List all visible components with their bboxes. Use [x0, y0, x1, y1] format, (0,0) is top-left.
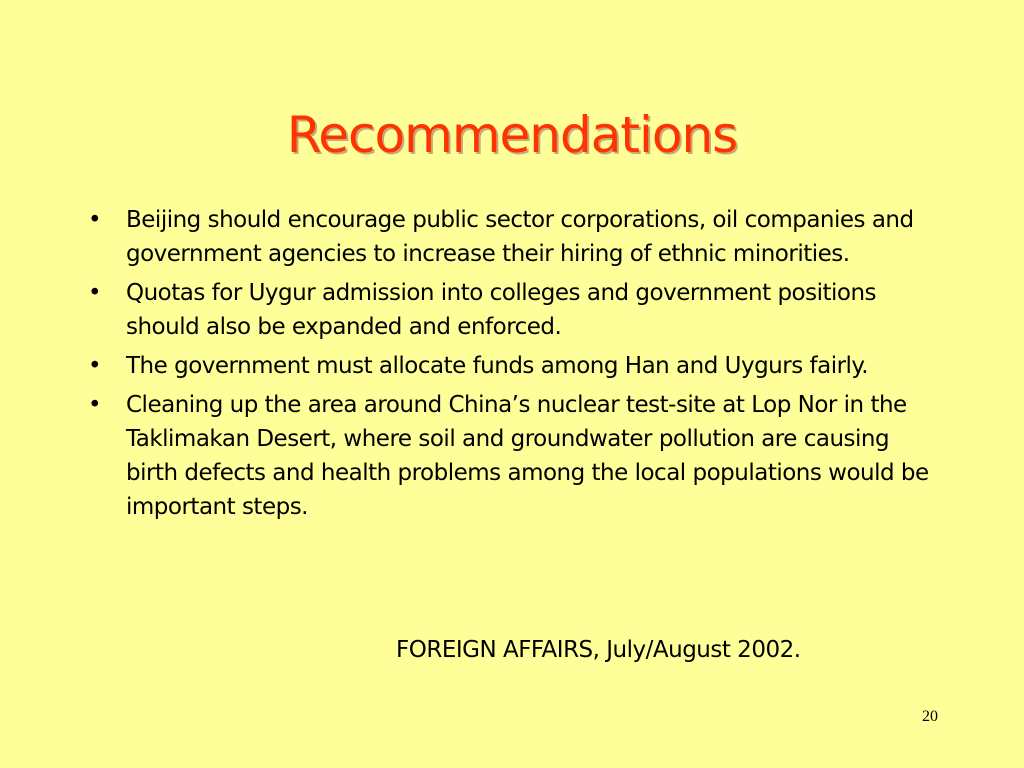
bullet-dot: •: [88, 280, 102, 306]
bullet-item: [84, 203, 944, 271]
slide-title: Recommendations: [286, 106, 738, 164]
source-citation: FOREIGN AFFAIRS, July/August 2002.: [396, 637, 801, 663]
bullet-text: Beijing should encourage public sector corporations, oil companies and government agencies to increase their hiring of ethnic minorities.: [126, 207, 914, 267]
bullet-text: Quotas for Uygur admission into colleges and government positions should also be expanded and enforced.: [126, 280, 877, 340]
page-number: 20: [922, 708, 938, 725]
bullet-item: [84, 276, 944, 344]
bullet-dot: •: [88, 207, 102, 233]
bullet-text: The government must allocate funds among Han and Uygurs fairly.: [126, 353, 869, 379]
bullet-dot: •: [88, 353, 102, 379]
bullet-dot: •: [88, 392, 102, 418]
bullet-text: Cleaning up the area around China’s nuclear test-site at Lop Nor in the Taklimakan Desert, where soil and groundwater pollution are causing birth defects and health problems among the local populations would be important steps.: [126, 392, 929, 520]
bullet-item: [84, 349, 944, 383]
bullet-list: [84, 203, 944, 529]
bullet-item: [84, 388, 944, 524]
